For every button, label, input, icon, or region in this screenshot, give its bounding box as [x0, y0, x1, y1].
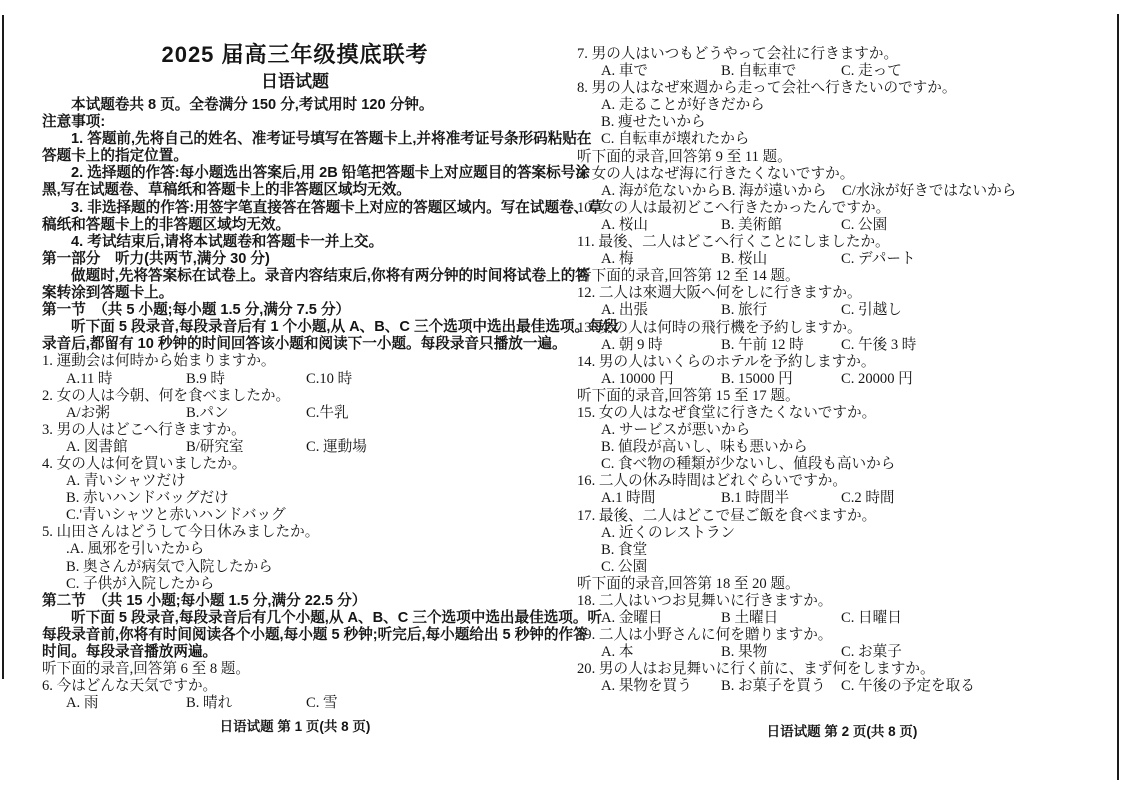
page-1-footer: 日语试题 第 1 页(共 8 页) — [219, 719, 371, 734]
page-2-column — [577, 0, 1107, 696]
text-line: 听下面的录音,回答第 15 至 17 题。 — [577, 387, 800, 404]
instruction-line: 案转涂到答题卡上。 — [42, 285, 174, 302]
option-b: B.パン — [186, 404, 229, 421]
instruction-line: 黑,写在试题卷、草稿纸和答题卡上的非答题区域均无效。 — [42, 182, 411, 199]
question-line: 8. 男の人はなぜ來週から走って会社へ行きたいのですか。 — [577, 80, 957, 97]
question-line: 19. 二人は小野さんに何を贈りますか。 — [577, 627, 833, 644]
question-line: 16. 二人の休み時間はどれぐらいですか。 — [577, 473, 847, 490]
option-a: A. 果物を買う — [601, 678, 692, 695]
option-line: A. サービスが悪いから — [601, 422, 751, 439]
question-line: 6. 今はどんな天気ですか。 — [42, 678, 218, 695]
option-a: A. 金曜日 — [601, 610, 663, 627]
option-line: C. 公園 — [601, 558, 648, 575]
instruction-line: 稿纸和答题卡上的非答题区域均无效。 — [42, 216, 291, 233]
instruction-line: 本试题卷共 8 页。全卷满分 150 分,考试用时 120 分钟。 — [71, 97, 434, 113]
option-line: A. 近くのレストラン — [601, 524, 736, 541]
question-line: 20. 男の人はお見舞いに行く前に、まず何をしますか。 — [577, 661, 935, 678]
exam-title: 2025 届高三年级摸底联考 — [161, 42, 429, 67]
instruction-line: 3. 非选择题的作答:用签字笔直接答在答题卡上对应的答题区域内。写在试题卷、草 — [71, 199, 603, 216]
option-a: A/お粥 — [66, 404, 110, 421]
option-a: A. 海が危ないから — [601, 182, 721, 199]
text-line: 听下面的录音,回答第 18 至 20 题。 — [577, 575, 800, 592]
option-a: A. 車で — [601, 63, 649, 80]
options-row — [577, 337, 1107, 354]
instruction-line: 第一节 （共 5 小题;每小题 1.5 分,满分 7.5 分） — [42, 302, 351, 319]
option-line: C. 食べ物の種類が少ないし、値段も高いから — [601, 456, 896, 473]
options-row — [577, 644, 1107, 661]
option-c: C. 午後 3 時 — [841, 336, 917, 353]
option-b: B. 旅行 — [721, 302, 768, 319]
option-line: A. 青いシャツだけ — [66, 473, 186, 490]
instruction-line: 答题卡上的指定位置。 — [42, 148, 188, 165]
instruction-line: 每段录音前,你将有时间阅读各个小题,每小题 5 秒钟;听完后,每小题给出 5 秒钟的作答 — [42, 626, 588, 643]
question-line: 13. 女の人は何時の飛行機を予約しますか。 — [577, 319, 862, 336]
option-line: A. 走ることが好きだから — [601, 97, 765, 114]
option-c: C. 20000 円 — [841, 370, 913, 387]
option-b: B. お菓子を買う — [721, 678, 826, 695]
option-a: A.11 時 — [66, 370, 113, 387]
question-line: 2. 女の人は今朝、何を食べましたか。 — [42, 387, 291, 404]
option-line: B. 値段が高いし、味も悪いから — [601, 439, 808, 456]
option-b: B. 桜山 — [721, 251, 768, 268]
option-c: C. お菓子 — [841, 644, 902, 661]
question-line: 14. 男の人はいくらのホテルを予約しますか。 — [577, 353, 876, 370]
options-row — [577, 490, 1107, 507]
option-b: B. 美術館 — [721, 216, 782, 233]
instruction-line: 注意事项: — [42, 114, 106, 131]
instruction-line: 2. 选择题的作答:每小题选出答案后,用 2B 铅笔把答题卡上对应题目的答案标号涂 — [71, 165, 590, 182]
instruction-line: 录音后,都留有 10 秒钟的时间回答该小题和阅读下一小题。每段录音只播放一遍。 — [42, 336, 567, 353]
options-row — [42, 371, 548, 388]
option-c: C. 走って — [841, 63, 902, 80]
question-line: 17. 最後、二人はどこで昼ご飯を食べますか。 — [577, 507, 877, 524]
option-c: C. 日曜日 — [841, 610, 902, 627]
option-line: C. 子供が入院したから — [66, 575, 215, 592]
option-a: A.1 時間 — [601, 490, 656, 507]
question-line: 7. 男の人はいつもどうやって会社に行きますか。 — [577, 46, 899, 62]
options-row — [577, 217, 1107, 234]
right-page-border — [1117, 14, 1119, 780]
instruction-line: 1. 答题前,先将自己的姓名、准考证号填写在答题卡上,并将准考证号条形码粘贴在 — [71, 131, 592, 148]
options-row — [42, 695, 548, 712]
options-row — [42, 439, 548, 456]
instruction-line: 时间。每段录音播放两遍。 — [42, 644, 218, 660]
option-c: C. 運動場 — [306, 438, 367, 455]
option-b: B 土曜日 — [721, 610, 779, 627]
instruction-line: 听下面 5 段录音,每段录音后有几个小题,从 A、B、C 三个选项中选出最佳选项。听 — [71, 609, 603, 626]
question-line: 12. 二人は來週大阪へ何をしに行きますか。 — [577, 285, 862, 302]
option-line: C. 自転車が壊れたから — [601, 131, 750, 148]
option-b: B.9 時 — [186, 370, 225, 387]
options-row — [42, 405, 548, 422]
option-line: B. 奥さんが病気で入院したから — [66, 558, 273, 575]
options-row — [577, 63, 1107, 80]
option-c: C. 午後の予定を取る — [841, 678, 975, 695]
options-row — [577, 302, 1107, 319]
option-a: A. 梅 — [601, 251, 634, 268]
option-line: B. 食堂 — [601, 541, 648, 558]
page-2-footer: 日语试题 第 2 页(共 8 页) — [766, 724, 918, 739]
question-line: 18. 二人はいつお見舞いに行きますか。 — [577, 593, 833, 609]
option-b: B. 晴れ — [186, 695, 233, 712]
question-line: 10. 女の人は最初どこへ行きたかったんですか。 — [577, 199, 891, 216]
question-line: 4. 女の人は何を買いましたか。 — [42, 455, 247, 472]
instruction-line: 听下面 5 段录音,每段录音后有 1 个小题,从 A、B、C 三个选项中选出最佳选项。每段 — [71, 319, 619, 336]
instruction-line: 做题时,先将答案标在试卷上。录音内容结束后,你将有两分钟的时间将试卷上的答 — [71, 267, 590, 284]
question-line: 3. 男の人はどこへ行きますか。 — [42, 421, 246, 438]
option-a: A. 雨 — [66, 695, 99, 712]
page-2-content — [577, 46, 1107, 696]
option-b: B. 海が遠いから — [722, 182, 827, 199]
option-b: B.1 時間半 — [721, 490, 790, 507]
question-line: 1. 運動会は何時から始まりますか。 — [42, 353, 276, 370]
option-line: B. 赤いハンドバッグだけ — [66, 490, 229, 507]
question-line: 5. 山田さんはどうして今日休みましたか。 — [42, 524, 320, 541]
option-b: B. 自転車で — [721, 63, 797, 80]
option-b: B. 果物 — [721, 644, 768, 661]
option-c: C. 引越し — [841, 302, 902, 319]
instruction-line: 4. 考试结束后,请将本试题卷和答题卡一并上交。 — [71, 233, 384, 250]
option-b: B. 15000 円 — [721, 370, 793, 387]
option-a: A. 桜山 — [601, 216, 649, 233]
options-row — [577, 371, 1107, 388]
option-line: .A. 風邪を引いたから — [66, 541, 205, 558]
question-line: 11. 最後、二人はどこへ行くことにしましたか。 — [577, 234, 890, 251]
option-c: C.2 時間 — [841, 490, 895, 507]
option-line: C.'青いシャツと赤いハンドバッグ — [66, 507, 286, 524]
exam-subtitle: 日语试题 — [261, 72, 329, 91]
instruction-line: 第一部分 听力(共两节,满分 30 分) — [42, 250, 270, 267]
option-b: B. 午前 12 時 — [721, 336, 804, 353]
option-a: A. 本 — [601, 644, 634, 661]
options-row — [577, 610, 1107, 627]
option-c: C. 公園 — [841, 216, 888, 233]
text-line: 听下面的录音,回答第 9 至 11 题。 — [577, 148, 792, 165]
option-c: C.牛乳 — [306, 404, 349, 421]
option-a: A. 図書館 — [66, 438, 128, 455]
option-a: A. 出張 — [601, 302, 649, 319]
option-c: C.10 時 — [306, 370, 353, 387]
option-c: C. 雪 — [306, 695, 338, 712]
option-line: B. 痩せたいから — [601, 114, 706, 131]
options-row — [577, 251, 1107, 268]
options-row — [577, 678, 1107, 695]
text-line: 听下面的录音,回答第 12 至 14 题。 — [577, 268, 800, 285]
question-line: 9. 女の人はなぜ海に行きたくないですか。 — [577, 165, 855, 182]
instruction-line: 第二节 （共 15 小题;每小题 1.5 分,满分 22.5 分） — [42, 592, 367, 609]
question-line: 15. 女の人はなぜ食堂に行きたくないですか。 — [577, 404, 877, 421]
option-a: A. 10000 円 — [601, 370, 674, 387]
option-a: A. 朝 9 時 — [601, 336, 663, 353]
option-b: B/研究室 — [186, 438, 244, 455]
options-row — [577, 183, 1107, 200]
option-c: C. デパート — [841, 251, 916, 268]
text-line: 听下面的录音,回答第 6 至 8 题。 — [42, 661, 250, 678]
option-c: C/水泳が好きではないから — [842, 182, 1017, 199]
left-page-border — [2, 15, 4, 679]
